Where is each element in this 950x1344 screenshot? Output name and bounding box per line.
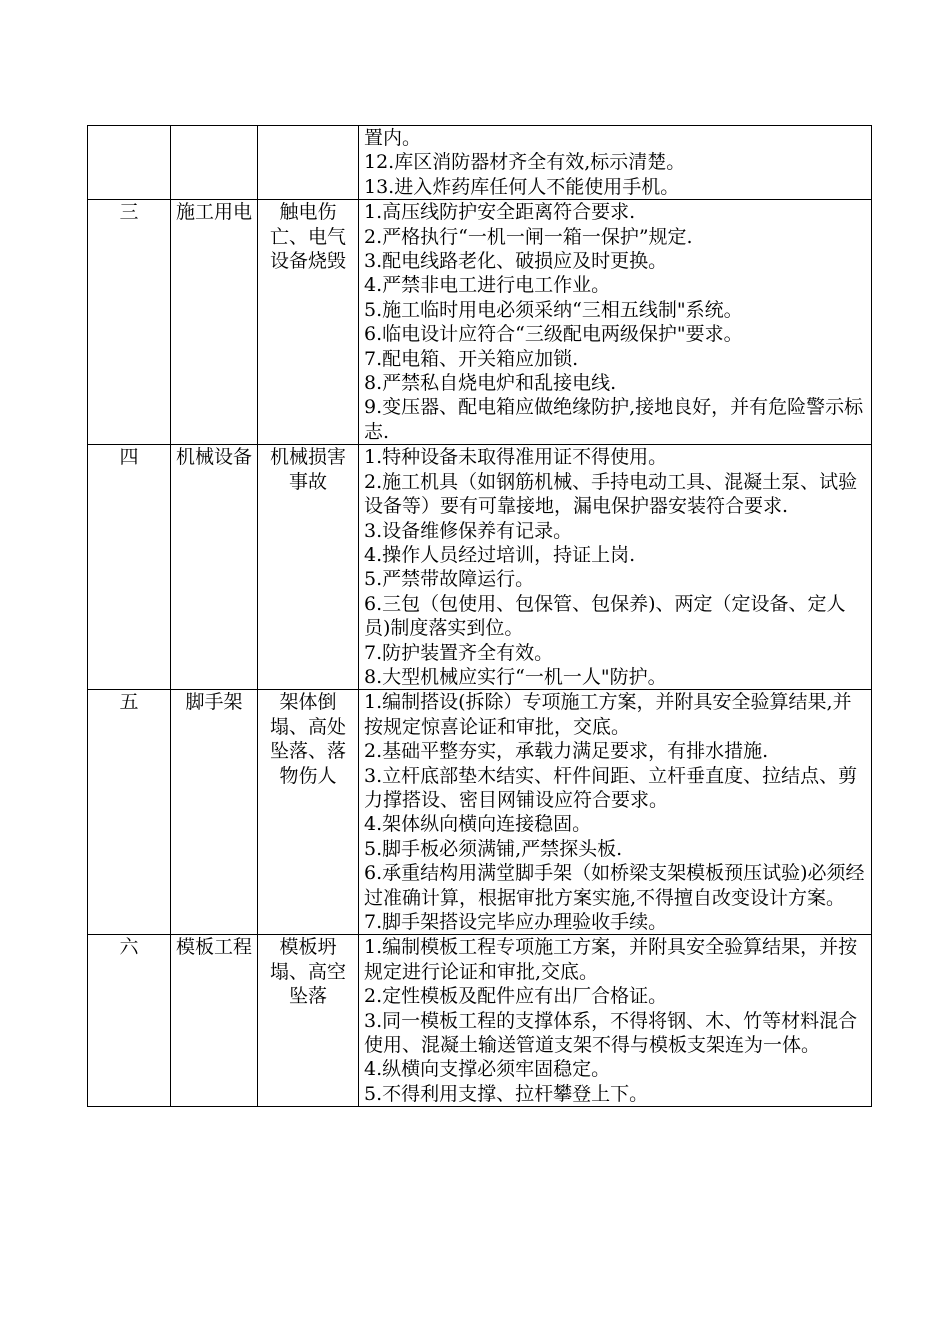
requirement-item: 1.编制搭设(拆除）专项施工方案，并附具安全验算结果,并按规定惊喜论证和审批，交底。 bbox=[364, 691, 852, 738]
requirement-item: 9.变压器、配电箱应做绝缘防护,接地良好，并有危险警示标志. bbox=[364, 396, 864, 443]
requirement-item: 8.严禁私自烧电炉和乱接电线. bbox=[364, 372, 617, 395]
requirement-item: 4.操作人员经过培训，持证上岗. bbox=[364, 543, 636, 566]
requirement-item: 3.配电线路老化、破损应及时更换。 bbox=[364, 250, 668, 273]
requirements-cell bbox=[359, 200, 872, 445]
hazard-cell bbox=[258, 126, 359, 200]
project-cell bbox=[171, 126, 258, 200]
requirement-item: 1.特种设备未取得准用证不得使用。 bbox=[364, 446, 668, 469]
requirement-item: 2.施工机具（如钢筋机械、手持电动工具、混凝土泵、试验设备等）要有可靠接地，漏电保护器安装符合要求. bbox=[364, 470, 858, 518]
project-cell: 机械设备 bbox=[171, 445, 258, 690]
requirements-cell bbox=[359, 126, 872, 200]
requirement-item: 3.设备维修保养有记录。 bbox=[364, 519, 573, 542]
requirements-cell bbox=[359, 935, 872, 1107]
requirement-item: 4.纵横向支撑必须牢固稳定。 bbox=[364, 1058, 611, 1081]
table-row bbox=[88, 200, 872, 445]
hazard-cell: 架体倒塌、高处坠落、落物伤人 bbox=[258, 690, 359, 935]
requirement-item: 1.高压线防护安全距离符合要求. bbox=[364, 201, 636, 224]
requirement-item: 2.定性模板及配件应有出厂合格证。 bbox=[364, 985, 668, 1008]
requirements-cell bbox=[359, 690, 872, 935]
requirement-item: 置内。 bbox=[364, 127, 422, 149]
requirements-cell bbox=[359, 445, 872, 690]
project-cell: 脚手架 bbox=[171, 690, 258, 935]
table-row bbox=[88, 690, 872, 935]
requirement-item: 7.防护装置齐全有效。 bbox=[364, 641, 554, 664]
row-number: 五 bbox=[88, 690, 171, 935]
requirement-item: 5.脚手板必须满铺,严禁探头板. bbox=[364, 837, 623, 860]
requirement-item: 12.库区消防器材齐全有效,标示清楚。 bbox=[364, 151, 686, 174]
requirement-item: 5.严禁带故障运行。 bbox=[364, 568, 535, 591]
requirement-item: 7.配电箱、开关箱应加锁. bbox=[364, 347, 579, 370]
requirement-item: 4.严禁非电工进行电工作业。 bbox=[364, 274, 611, 297]
table-row bbox=[88, 935, 872, 1107]
requirement-item: 7.脚手架搭设完毕应办理验收手续。 bbox=[364, 911, 668, 933]
requirement-item: 3.立杆底部垫木结实、杆件间距、立杆垂直度、拉结点、剪力撑搭设、密目网铺设应符合要求。 bbox=[364, 764, 858, 811]
requirement-item: 1.编制模板工程专项施工方案，并附具安全验算结果，并按规定进行论证和审批,交底。 bbox=[364, 936, 858, 983]
row-number: 三 bbox=[88, 200, 171, 445]
hazard-cell: 机械损害事故 bbox=[258, 445, 359, 690]
row-number bbox=[88, 126, 171, 200]
requirement-item: 5.不得利用支撑、拉杆攀登上下。 bbox=[364, 1082, 649, 1105]
safety-measures-table bbox=[87, 125, 872, 1107]
requirement-item: 6.临电设计应符合“三级配电两级保护"要求。 bbox=[364, 323, 743, 346]
requirement-item: 3.同一模板工程的支撑体系，不得将钢、木、竹等材料混合使用、混凝土输送管道支架不得与模板支架连为一体。 bbox=[364, 1009, 858, 1057]
hazard-cell: 触电伤亡、电气设备烧毁 bbox=[258, 200, 359, 445]
table-row bbox=[88, 445, 872, 690]
requirement-item: 5.施工临时用电必须采纳“三相五线制"系统。 bbox=[364, 298, 743, 321]
hazard-cell: 模板坍塌、高空坠落 bbox=[258, 935, 359, 1107]
project-cell: 施工用电 bbox=[171, 200, 258, 445]
requirement-item: 13.进入炸药库任何人不能使用手机。 bbox=[364, 175, 680, 198]
row-number: 四 bbox=[88, 445, 171, 690]
requirement-item: 2.基础平整夯实，承载力满足要求，有排水措施. bbox=[364, 740, 769, 763]
project-cell: 模板工程 bbox=[171, 935, 258, 1107]
requirement-item: 6.承重结构用满堂脚手架（如桥梁支架模板预压试验)必须经过准确计算，根据审批方案实施,不得擅自改变设计方案。 bbox=[364, 862, 865, 909]
row-number: 六 bbox=[88, 935, 171, 1107]
requirement-item: 2.严格执行“一机一闸一箱一保护”规定. bbox=[364, 225, 693, 248]
requirement-item: 8.大型机械应实行“一机一人"防护。 bbox=[364, 665, 667, 688]
requirement-item: 6.三包（包使用、包保管、包保养)、两定（定设备、定人员)制度落实到位。 bbox=[364, 592, 846, 640]
table-row bbox=[88, 126, 872, 200]
requirement-item: 4.架体纵向横向连接稳固。 bbox=[364, 813, 592, 836]
